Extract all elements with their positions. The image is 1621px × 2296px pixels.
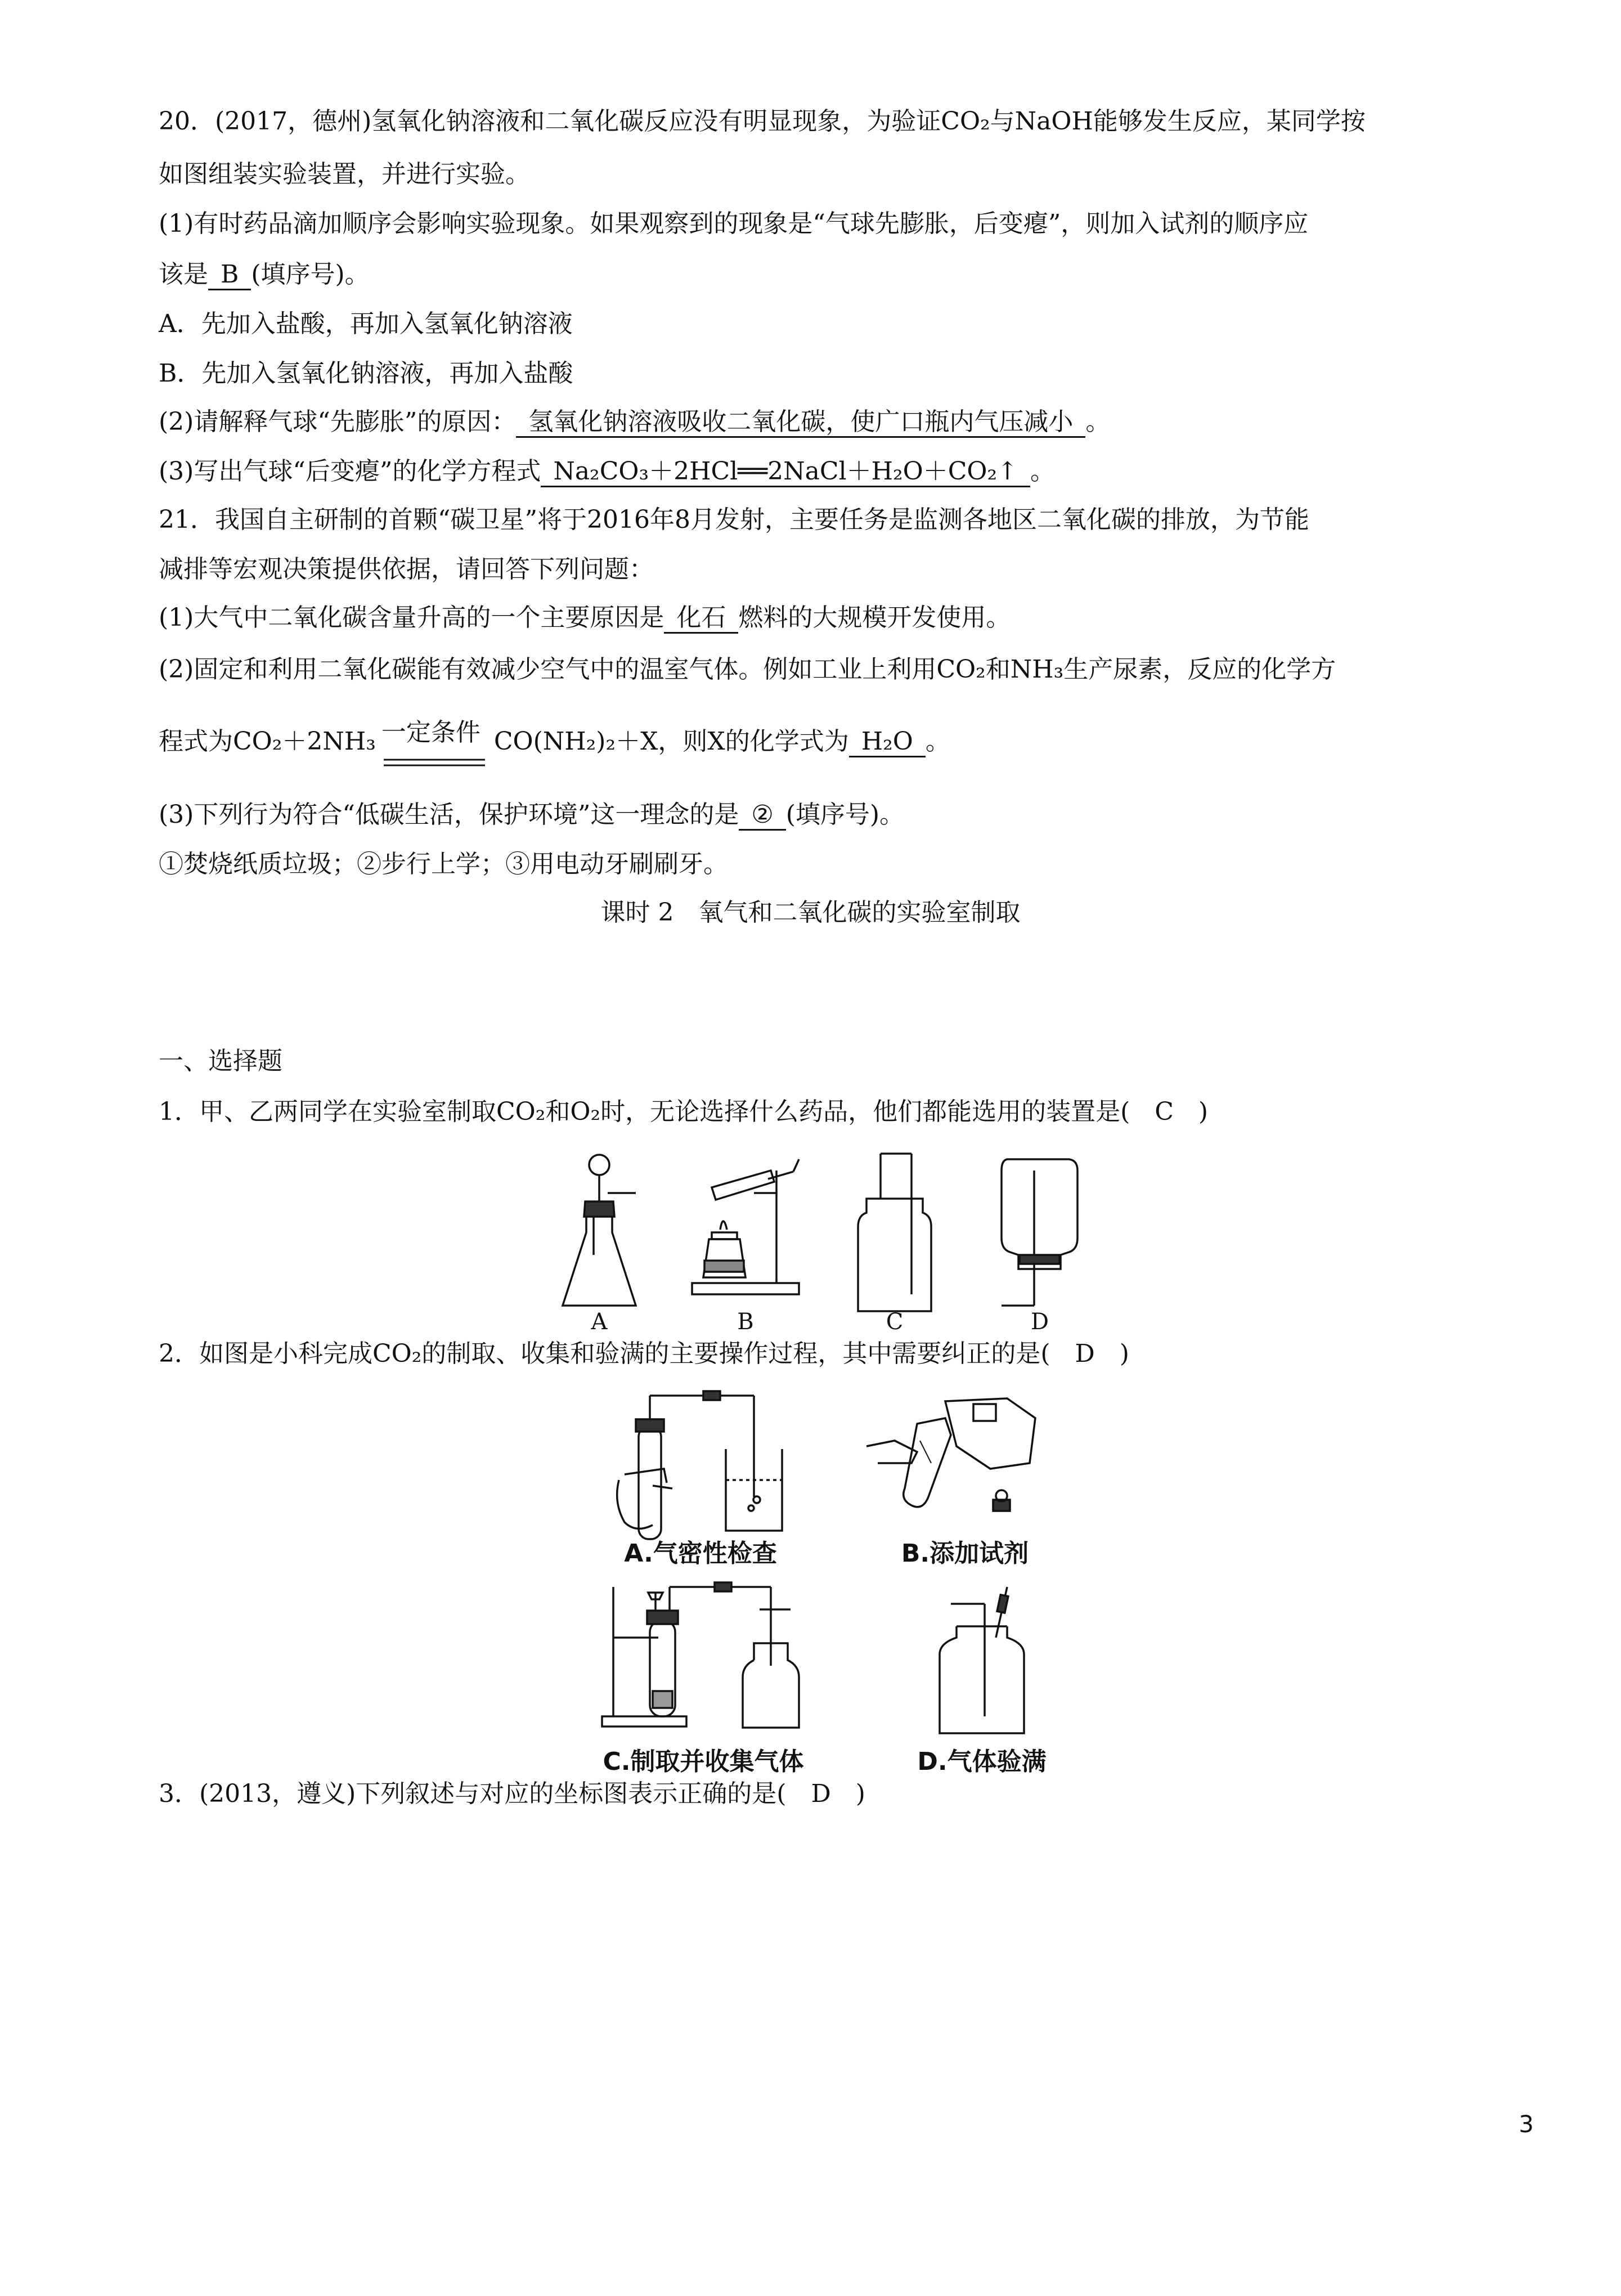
q2-caption-b: B.添加试剂 <box>901 1539 1029 1568</box>
q20-line1: 20．(2017，德州)氢氧化钠溶液和二氧化碳反应没有明显现象，为验证CO₂与NaOH能够发生反应，某同学按 <box>159 107 1366 136</box>
q21-line1: 21．我国自主研制的首颗“碳卫星”将于2016年8月发射，主要任务是监测各地区二氧化碳的排放，为节能 <box>159 505 1309 534</box>
lesson-title: 课时 2 氧气和二氧化碳的实验室制取 <box>600 898 1021 927</box>
q21-part3-post: (填序号)。 <box>785 800 905 829</box>
q20-part3-post: 。 <box>1030 457 1055 486</box>
q20-part3 <box>159 456 1532 487</box>
q21-part1 <box>159 602 1532 634</box>
q1-label-c: C <box>886 1309 904 1335</box>
q21-part1-pre: (1)大气中二氧化碳含量升高的一个主要原因是 <box>159 603 664 632</box>
produce-collect-gas-icon <box>602 1582 799 1728</box>
q20-part2-answer: 氢氧化钠溶液吸收二氧化碳，使广口瓶内气压减小 <box>516 408 1085 438</box>
q20-part1-line2 <box>159 259 1532 290</box>
q1-label-b: B <box>737 1309 754 1335</box>
q20-line2: 如图组装实验装置，并进行实验。 <box>159 160 530 189</box>
adding-reagent-icon <box>866 1398 1035 1511</box>
q21-part1-post: 燃料的大规模开发使用。 <box>738 603 1011 632</box>
airtightness-check-icon <box>617 1391 782 1539</box>
section-heading: 一、选择题 <box>159 1047 282 1075</box>
gas-bottle-upward-icon <box>858 1154 931 1311</box>
q20-option-b: B．先加入氢氧化钠溶液，再加入盐酸 <box>159 359 573 388</box>
q1-text: 1．甲、乙两同学在实验室制取CO₂和O₂时，无论选择什么药品，他们都能选用的装置是( C ) <box>159 1097 1209 1126</box>
q21-part1-answer: 化石 <box>664 604 738 634</box>
q20-part1-answer: B <box>208 261 251 290</box>
reaction-condition: 一定条件 <box>381 718 481 747</box>
q2-caption-d: D.气体验满 <box>917 1747 1047 1776</box>
q2-text: 2．如图是小科完成CO₂的制取、收集和验满的主要操作过程，其中需要纠正的是( D ) <box>159 1339 1129 1368</box>
q20-option-a: A．先加入盐酸，再加入氢氧化钠溶液 <box>159 310 573 338</box>
conical-flask-icon <box>563 1155 636 1306</box>
q1-apparatus-figure <box>551 1148 1142 1334</box>
q1-label-a: A <box>591 1309 608 1335</box>
heating-apparatus-icon <box>692 1159 799 1294</box>
q21-part2-mid: CO(NH₂)₂＋X，则X的化学式为 <box>493 727 849 756</box>
q20-part2-pre: (2)请解释气球“先膨胀”的原因： <box>159 407 517 436</box>
gas-bottle-downward-icon <box>1002 1159 1077 1306</box>
q21-part3-answer: ② <box>739 801 785 831</box>
q1-label-d: D <box>1030 1309 1049 1335</box>
q21-part3-options: ①焚烧纸质垃圾；②步行上学；③用电动牙刷刷牙。 <box>159 850 728 878</box>
q21-part3-pre: (3)下列行为符合“低碳生活，保护环境”这一理念的是 <box>159 800 739 829</box>
q20-part2 <box>159 406 1532 438</box>
q21-part2-answer: H₂O <box>849 728 926 757</box>
q20-part1-pre: 该是 <box>159 260 208 289</box>
q3-text: 3．(2013，遵义)下列叙述与对应的坐标图表示正确的是( D ) <box>159 1779 865 1808</box>
q21-part2-line2 <box>159 718 1532 757</box>
q2-caption-a: A.气密性检查 <box>624 1539 777 1568</box>
q21-part3 <box>159 799 1532 831</box>
q20-part1-line1: (1)有时药品滴加顺序会影响实验现象。如果观察到的现象是“气球先膨胀，后变瘪”，则加入试剂的顺序应 <box>159 209 1309 238</box>
q21-line2: 减排等宏观决策提供依据，请回答下列问题： <box>159 555 654 584</box>
q2-figure-top <box>613 1384 1120 1568</box>
q2-figure-bottom <box>596 1576 1103 1778</box>
q20-part1-post: (填序号)。 <box>251 260 370 289</box>
q2-caption-c: C.制取并收集气体 <box>603 1747 804 1776</box>
gas-full-check-icon <box>940 1587 1024 1733</box>
q21-part2-post: 。 <box>925 727 950 756</box>
q21-part2-line1: (2)固定和利用二氧化碳能有效减少空气中的温室气体。例如工业上利用CO₂和NH₃生产尿素，反应的化学方 <box>159 655 1336 684</box>
q20-part3-pre: (3)写出气球“后变瘪”的化学方程式 <box>159 457 541 486</box>
q21-part2-pre: 程式为CO₂＋2NH₃ <box>159 727 376 756</box>
page-number: 3 <box>1519 2110 1534 2138</box>
double-line-sign <box>384 757 485 769</box>
q20-part2-post: 。 <box>1085 407 1111 436</box>
q20-part3-answer: Na₂CO₃＋2HCl══2NaCl＋H₂O＋CO₂↑ <box>541 458 1030 487</box>
